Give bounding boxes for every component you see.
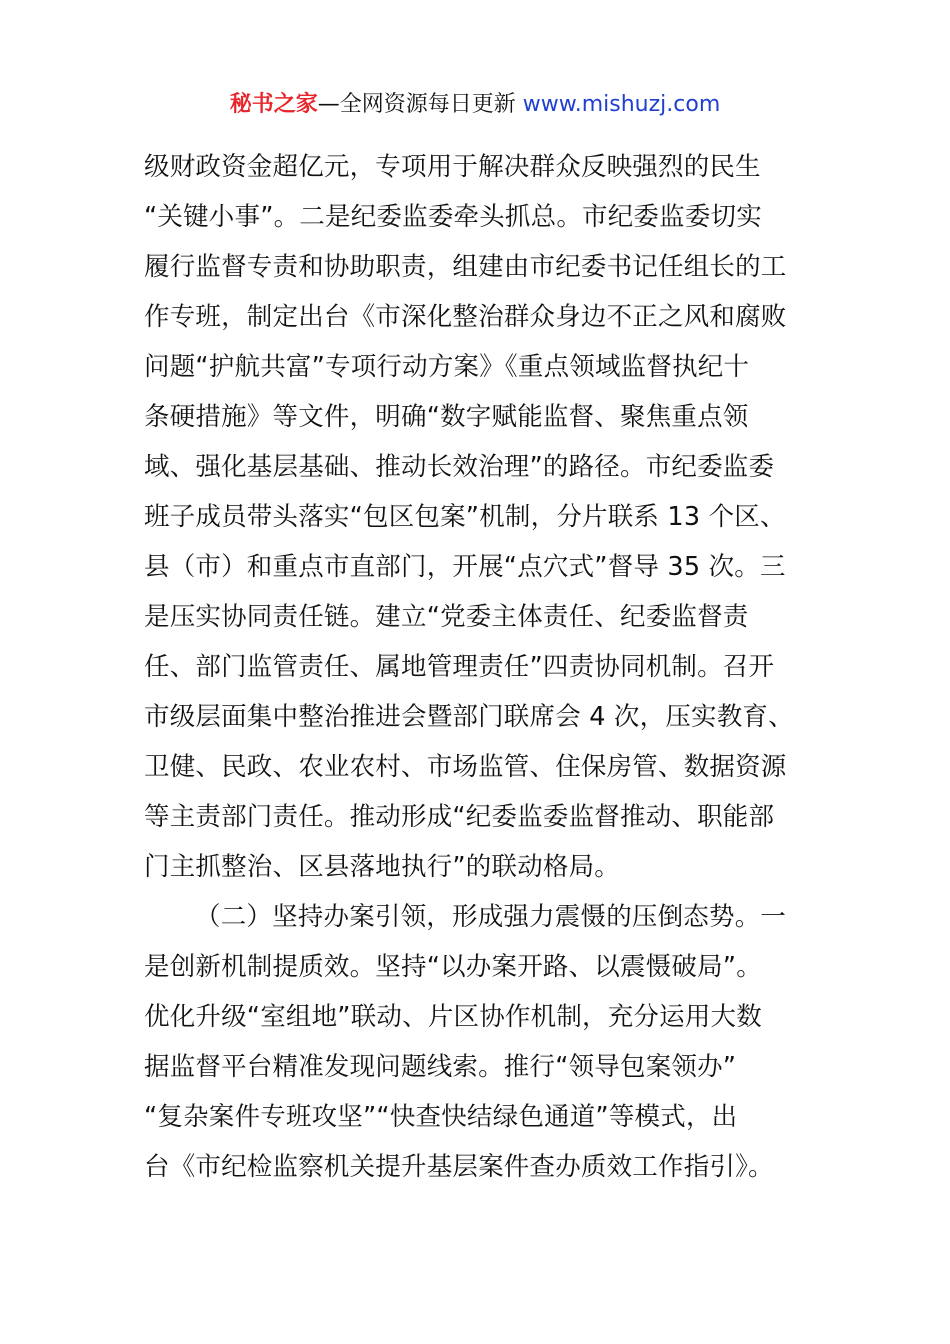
text-line: 等主责部门责任。推动形成“纪委监委监督推动、职能部 xyxy=(144,802,775,832)
text-line: 作专班，制定出台《市深化整治群众身边不正之风和腐败 xyxy=(144,302,787,332)
text-line: 是创新机制提质效。坚持“以办案开路、以震慑破局”。 xyxy=(144,952,762,982)
text-line: 班子成员带头落实“包区包案”机制，分片联系 13 个区、 xyxy=(144,502,786,532)
text-line: 台《市纪检监察机关提升基层案件查办质效工作指引》。 xyxy=(144,1152,774,1182)
text-line: 门主抓整治、区县落地执行”的联动格局。 xyxy=(144,852,621,882)
text-line: 任、部门监管责任、属地管理责任”四责协同机制。召开 xyxy=(144,652,775,682)
text-line: “关键小事”。二是纪委监委牵头抓总。市纪委监委切实 xyxy=(144,202,762,232)
document-body xyxy=(144,142,814,1192)
text-line: 级财政资金超亿元，专项用于解决群众反映强烈的民生 xyxy=(144,152,761,182)
text-line: 卫健、民政、农业农村、市场监管、住保房管、数据资源 xyxy=(144,752,787,782)
text-line: 据监督平台精准发现问题线索。推行“领导包案领办” xyxy=(144,1052,737,1082)
text-line: 县（市）和重点市直部门，开展“点穴式”督导 35 次。三 xyxy=(144,552,786,582)
text-line: “复杂案件专班攻坚”“快查快结绿色通道”等模式，出 xyxy=(144,1102,738,1132)
text-line: 问题“护航共富”专项行动方案》《重点领域监督执纪十 xyxy=(144,352,750,382)
page-header xyxy=(0,88,950,122)
text-line: 履行监督专责和协助职责，组建由市纪委书记任组长的工 xyxy=(144,252,787,282)
header-tagline: —全网资源每日更新 xyxy=(317,92,523,117)
text-line: 域、强化基层基础、推动长效治理”的路径。市纪委监委 xyxy=(144,452,775,482)
text-line: 市级层面集中整治推进会暨部门联席会 4 次，压实教育、 xyxy=(144,702,794,732)
section-heading-line: （二）坚持办案引领，形成强力震慑的压倒态势。一 xyxy=(195,902,787,932)
text-line: 条硬措施》等文件，明确“数字赋能监督、聚焦重点领 xyxy=(144,402,749,432)
text-line: 是压实协同责任链。建立“党委主体责任、纪委监督责 xyxy=(144,602,749,632)
site-url: www.mishuzj.com xyxy=(522,92,721,117)
text-line: 优化升级“室组地”联动、片区协作机制，充分运用大数 xyxy=(144,1002,762,1032)
brand-name: 秘书之家 xyxy=(229,92,318,117)
